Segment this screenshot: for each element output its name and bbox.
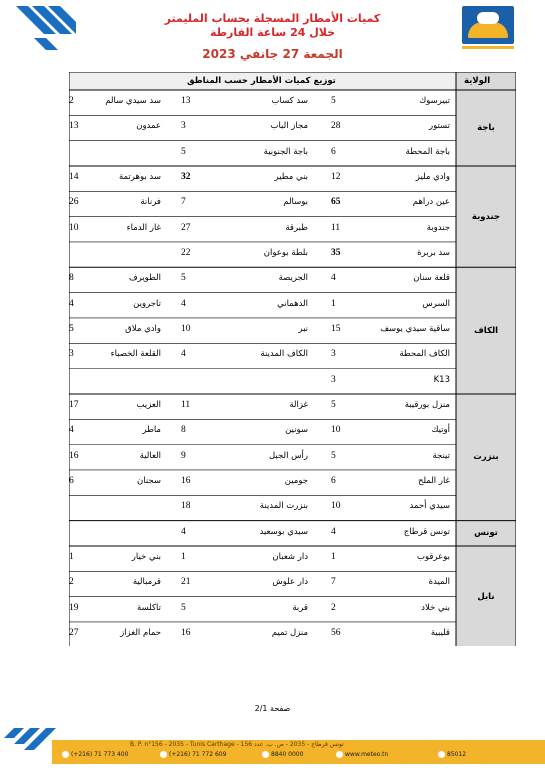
station-name: القلعة الخصباء xyxy=(110,349,161,360)
station-name: دار علوش xyxy=(272,577,308,588)
rain-value: 3 xyxy=(69,349,74,360)
page-number: صفحة 2/1 xyxy=(254,704,291,713)
rain-value: 1 xyxy=(331,298,336,309)
station-name: وادي ملاق xyxy=(125,323,161,334)
station-name: رأس الجبل xyxy=(269,450,308,461)
rain-value: 1 xyxy=(181,551,186,562)
station-name: بوسالم xyxy=(283,197,308,208)
rain-value: 6 xyxy=(331,475,336,486)
station-name: منزل تميم xyxy=(271,627,308,638)
rain-value: 3 xyxy=(331,374,336,385)
governorate-name: الكاف xyxy=(473,325,499,336)
station-name: قليبية xyxy=(430,627,450,638)
rain-value: 10 xyxy=(181,323,191,334)
rain-value: 4 xyxy=(69,425,74,436)
station-name: غار الملح xyxy=(417,475,450,486)
station-name: فرنانة xyxy=(140,197,161,208)
rain-value: 13 xyxy=(69,121,79,132)
column-header-governorate: الولاية xyxy=(464,76,491,86)
rain-value: 21 xyxy=(181,577,191,588)
station-name: تينجة xyxy=(432,450,450,461)
rain-value: 10 xyxy=(69,222,79,233)
rain-value: 27 xyxy=(69,627,79,638)
station-name: منزل بورقيبة xyxy=(404,399,450,410)
station-name: قرمبالية xyxy=(132,577,161,588)
station-name: قلعة سنان xyxy=(413,273,450,284)
station-name: عين دراهم xyxy=(412,197,450,208)
rain-value: 16 xyxy=(181,475,191,486)
footer-address: B. P. n°156 - 2035 - Tunis Carthage - تونس قرطاج - 2035 - ص. ب. عدد 156 xyxy=(130,741,344,748)
rain-value: 6 xyxy=(69,475,74,486)
rain-value: 5 xyxy=(331,96,336,106)
footer-website[interactable]: www.meteo.tn xyxy=(336,751,388,758)
rain-value: 7 xyxy=(331,577,336,588)
station-name: سيدي أحمد xyxy=(409,501,450,512)
rain-value: 4 xyxy=(181,349,186,360)
station-name: الكاف المحطة xyxy=(399,349,450,360)
footer-sms: 85012 xyxy=(438,751,466,758)
rain-value: 27 xyxy=(181,222,191,233)
rain-value: 4 xyxy=(69,298,74,309)
station-name: ساقية سيدي يوسف xyxy=(380,323,450,334)
rain-value: 2 xyxy=(69,96,74,106)
rain-value: 56 xyxy=(331,627,341,638)
station-name: غار الدماء xyxy=(126,222,161,233)
station-name: بنزرت المدينة xyxy=(259,501,308,512)
rain-value: 8 xyxy=(181,425,186,436)
governorate-name: جندوبة xyxy=(471,211,501,222)
station-name: نبر xyxy=(298,323,308,334)
station-name: سيدي بوسعيد xyxy=(259,526,308,537)
rain-value: 8 xyxy=(69,273,74,284)
rain-value: 16 xyxy=(181,627,191,638)
rain-value: 5 xyxy=(69,323,74,334)
rain-value: 10 xyxy=(331,425,341,436)
station-name: K13 xyxy=(433,374,450,385)
globe-icon xyxy=(336,751,343,758)
station-name: سد كساب xyxy=(271,96,308,106)
rain-value: 4 xyxy=(181,526,186,537)
report-date: الجمعة 27 جانفي 2023 xyxy=(202,47,343,61)
station-name: جندوبة xyxy=(426,222,450,233)
station-name: باجة المحطة xyxy=(405,146,450,157)
rain-value: 14 xyxy=(69,171,79,182)
station-name: الدهماني xyxy=(277,298,308,309)
rain-value: 5 xyxy=(331,399,336,410)
station-name: بلطة بوعوان xyxy=(263,247,308,258)
rain-value: 3 xyxy=(181,121,186,132)
rain-value: 5 xyxy=(181,273,186,284)
station-name: بني مطير xyxy=(274,171,308,182)
rain-value: 3 xyxy=(331,349,336,360)
phone-icon xyxy=(62,751,69,758)
station-name: الجريصة xyxy=(278,273,308,284)
station-name: سد سيدي سالم xyxy=(105,96,161,106)
station-name: قربة xyxy=(292,602,308,613)
station-name: سد بوهرتمة xyxy=(118,171,161,182)
footer-green-number: 8840 0000 xyxy=(262,751,303,758)
rainfall-table xyxy=(69,72,516,646)
rain-value: 65 xyxy=(331,197,341,208)
rain-value: 10 xyxy=(331,501,341,512)
station-name: حمام الغزاز xyxy=(120,627,161,638)
column-header-distribution: توزيع كميات الأمطار حسب المناطق xyxy=(187,76,336,86)
rain-value: 4 xyxy=(331,526,336,537)
station-name: سد بربرة xyxy=(417,247,450,258)
station-name: السرس xyxy=(422,298,450,309)
station-name: أوتيك xyxy=(431,425,450,436)
sms-icon xyxy=(438,751,445,758)
rain-value: 15 xyxy=(331,323,341,334)
rain-value: 2 xyxy=(69,577,74,588)
rain-value: 6 xyxy=(331,146,336,157)
station-name: بني خلاد xyxy=(421,602,450,613)
rain-value: 11 xyxy=(181,399,191,410)
station-name: تاجروين xyxy=(133,298,161,309)
rain-value: 26 xyxy=(69,197,79,208)
rain-value: 1 xyxy=(331,551,336,562)
station-name: بني خيار xyxy=(131,551,161,562)
station-name: الكاف المدينة xyxy=(260,349,308,360)
rain-value: 2 xyxy=(331,602,336,613)
station-name: العالية xyxy=(139,450,161,461)
station-name: جومين xyxy=(284,475,308,486)
rain-value: 5 xyxy=(331,450,336,461)
station-name: مجاز الباب xyxy=(270,121,308,132)
rain-value: 9 xyxy=(181,450,186,461)
governorate-name: باجة xyxy=(477,122,495,133)
rain-value: 11 xyxy=(331,222,341,233)
rain-value: 22 xyxy=(181,247,191,258)
station-name: الميدة xyxy=(428,577,450,588)
footer-phone2: (+216) 71 772 609 xyxy=(160,751,226,758)
station-name: طبرقة xyxy=(285,222,308,233)
governorate-name: نابل xyxy=(477,591,495,602)
station-name: تونس قرطاج xyxy=(403,526,450,537)
rain-value: 5 xyxy=(181,602,186,613)
station-name: عمدون xyxy=(136,121,161,132)
station-name: الطويرف xyxy=(128,273,161,284)
footer xyxy=(0,728,545,774)
station-name: بوعرقوب xyxy=(417,551,450,562)
station-name: باجة الجنوبية xyxy=(263,146,308,157)
green-number-icon xyxy=(262,751,269,758)
rain-value: 16 xyxy=(69,450,79,461)
rain-value: 7 xyxy=(181,197,186,208)
station-name: غزالة xyxy=(289,399,308,410)
station-name: سونين xyxy=(285,425,308,436)
rain-value: 35 xyxy=(331,247,341,258)
station-name: تبيرسوك xyxy=(419,96,450,106)
fax-icon xyxy=(160,751,167,758)
station-name: سجنان xyxy=(136,475,161,486)
rain-value: 5 xyxy=(181,146,186,157)
report-subtitle: خلال 24 ساعة الفارطة xyxy=(209,26,336,39)
footer-phone1: (+216) 71 773 400 xyxy=(62,751,128,758)
rain-value: 17 xyxy=(69,399,79,410)
station-name: وادي مليز xyxy=(415,171,450,182)
rain-value: 28 xyxy=(331,121,341,132)
governorate-name: بنزرت xyxy=(473,452,499,463)
station-name: ماطر xyxy=(142,425,161,436)
report-title: كميات الأمطار المسجلة بحساب المليمتر xyxy=(164,12,381,25)
rain-value: 32 xyxy=(181,171,191,182)
rain-value: 4 xyxy=(181,298,186,309)
station-name: تاكلسة xyxy=(137,602,161,613)
rain-value: 1 xyxy=(69,551,74,562)
governorate-name: تونس xyxy=(474,528,498,539)
station-name: دار شعبان xyxy=(272,551,308,562)
station-name: العزيب xyxy=(136,399,161,410)
rain-value: 18 xyxy=(181,501,191,512)
station-name: تستور xyxy=(428,121,450,132)
rain-value: 19 xyxy=(69,602,79,613)
rain-value: 4 xyxy=(331,273,336,284)
rain-value: 12 xyxy=(331,171,341,182)
rain-value: 13 xyxy=(181,96,191,106)
